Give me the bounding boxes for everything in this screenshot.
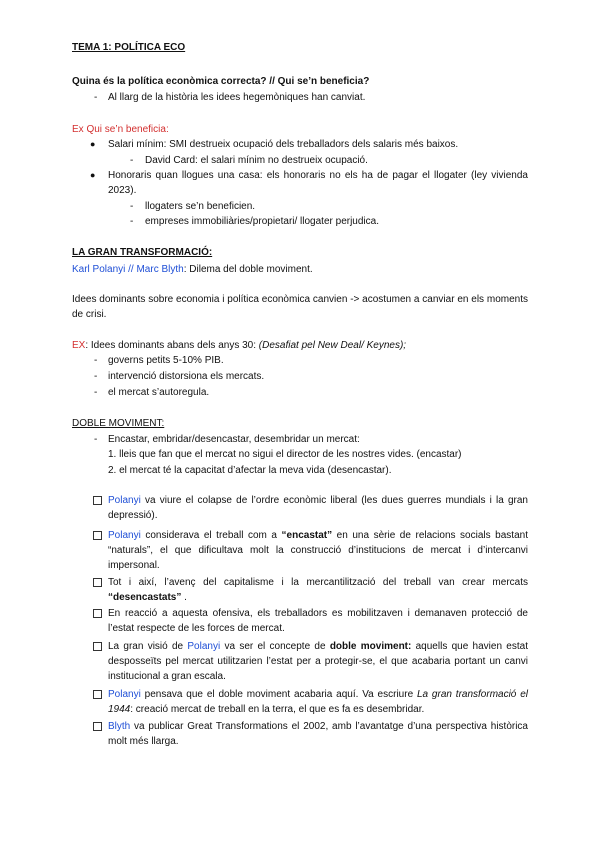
- check-italic: La gran transformació el 1944: [108, 689, 528, 715]
- checkbox-icon[interactable]: [93, 642, 102, 651]
- authors-line: [72, 262, 313, 277]
- authors-rest: : Dilema del doble moviment.: [183, 264, 313, 275]
- checkbox-icon[interactable]: [93, 722, 102, 731]
- example-sub-3: empreses immobiliàries/propietari/ llogater perjudica.: [145, 216, 379, 227]
- polanyi-name: Polanyi: [187, 641, 221, 652]
- check-item-4: En reacció a aquesta ofensiva, els treballadors es mobilitzaven i demanaven protecció de l’estat respecte de les forces de mercat.: [108, 608, 528, 634]
- check-item-2: [108, 528, 528, 573]
- dm-sub-1: 1. lleis que fan que el mercat no sigui el director de les nostres vides. (encastar): [108, 449, 462, 460]
- check-bold: “encastat”: [281, 530, 333, 541]
- dm-sub-2: 2. el mercat té la capacitat d’afectar la meva vida (desencastar).: [108, 465, 392, 476]
- polanyi-name: Polanyi: [108, 530, 141, 541]
- check-text: aquells que havien estat desposseïts pel mercat utilitzarien l’estat per a protegir-se, el que acabaria portant un canvi institucional a gran escala.: [108, 641, 528, 682]
- checkbox-icon[interactable]: [93, 531, 102, 540]
- example-sub-2: llogaters se’n beneficien.: [145, 201, 256, 212]
- checkbox-icon[interactable]: [93, 496, 102, 505]
- check-text: considerava el treball com a: [140, 530, 282, 541]
- check-text: en una sèrie de relacions socials bastant “naturals”, el que dificultava molt la construcció d’institucions de mercat i d’intercanvi impersonal.: [108, 530, 528, 571]
- question-item: Al llarg de la història les idees hegemòniques han canviat.: [108, 92, 366, 103]
- check-text: va ser el concepte de: [220, 641, 330, 652]
- authors-names: Karl Polanyi // Marc Blyth: [72, 264, 184, 275]
- ex2-italic: (Desafiat pel New Deal/ Keynes);: [258, 340, 407, 351]
- polanyi-name: Polanyi: [108, 689, 141, 700]
- polanyi-name: Polanyi: [108, 495, 141, 506]
- dash-marker: -: [94, 387, 98, 398]
- example-sub-1: David Card: el salari mínim no destrueix ocupació.: [145, 155, 368, 166]
- check-text: Tot i així, l’avenç del capitalisme i la mercantilització del treball van crear mercats: [108, 577, 528, 588]
- blyth-name: Blyth: [108, 721, 131, 732]
- check-item-3: [108, 575, 528, 605]
- ex2-item-3: el mercat s’autoregula.: [108, 387, 210, 398]
- check-text: : creació mercat de treball en la terra, el que es fa es desembridar.: [130, 704, 425, 715]
- check-item-1: [108, 493, 528, 523]
- dash-marker: -: [130, 155, 134, 166]
- section-heading-gran-transformacio: LA GRAN TRANSFORMACIÓ:: [72, 247, 213, 258]
- check-text: .: [181, 592, 187, 603]
- ex2-text: : Idees dominants abans dels anys 30:: [85, 340, 259, 351]
- dash-marker: -: [94, 355, 98, 366]
- check-item-5: [108, 639, 528, 684]
- bullet-icon: ●: [90, 170, 96, 180]
- check-text: va publicar Great Transformations el 2002, amb l’avantatge d’una perspectiva històrica molt més llarga.: [108, 721, 528, 747]
- example-bullet-2: Honoraris quan llogues una casa: els honoraris no els ha de pagar el llogater (ley vivienda 2023).: [108, 170, 528, 196]
- check-item-6: [108, 687, 528, 717]
- example-heading: Ex Qui se’n beneficia:: [72, 124, 169, 135]
- ex2-item-1: governs petits 5-10% PIB.: [108, 355, 224, 366]
- ex2-item-2: intervenció distorsiona els mercats.: [108, 371, 265, 382]
- section-heading-doble-moviment: DOBLE MOVIMENT:: [72, 418, 165, 429]
- example-bullet-1: Salari mínim: SMI destrueix ocupació dels treballadors dels salaris més baixos.: [108, 139, 459, 150]
- dash-marker: -: [94, 92, 98, 103]
- dm-item: Encastar, embridar/desencastar, desembridar un mercat:: [108, 434, 360, 445]
- dash-marker: -: [130, 216, 134, 227]
- checkbox-icon[interactable]: [93, 609, 102, 618]
- check-item-7: [108, 719, 528, 749]
- question-heading: Quina és la política econòmica correcta? // Qui se’n beneficia?: [72, 76, 370, 87]
- checkbox-icon[interactable]: [93, 578, 102, 587]
- check-bold: “desencastats”: [108, 592, 182, 603]
- dash-marker: -: [94, 434, 98, 445]
- ex2-line: [72, 338, 406, 353]
- check-bold: doble moviment:: [329, 641, 412, 652]
- document-title: TEMA 1: POLÍTICA ECO: [72, 42, 186, 53]
- section-paragraph: Idees dominants sobre economia i política econòmica canvien -> acostumen a canviar en els moments de crisi.: [72, 294, 528, 320]
- dash-marker: -: [94, 371, 98, 382]
- check-text: pensava que el doble moviment acabaria aquí. Va escriure: [140, 689, 417, 700]
- ex2-prefix: EX: [72, 340, 86, 351]
- bullet-icon: ●: [90, 139, 96, 149]
- dash-marker: -: [130, 201, 134, 212]
- checkbox-icon[interactable]: [93, 690, 102, 699]
- check-text: La gran visió de: [108, 641, 188, 652]
- check-text: va viure el colapse de l’ordre econòmic liberal (les dues guerres mundials i la gran depressió).: [108, 495, 528, 521]
